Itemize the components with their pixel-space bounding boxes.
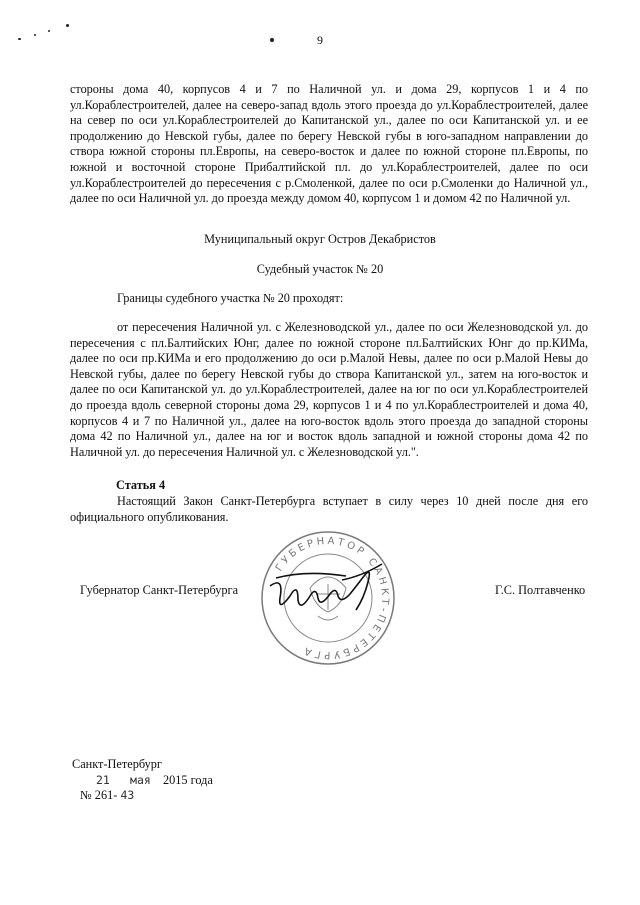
number-value: 43 <box>120 788 135 802</box>
official-seal-stamp <box>258 528 398 668</box>
footer-number <box>80 788 134 803</box>
section-title: Судебный участок № 20 <box>256 262 384 276</box>
date-year: 2015 года <box>162 773 213 787</box>
district-title: Муниципальный округ Остров Декабристов <box>204 232 436 246</box>
boundaries-text: от пересечения Наличной ул. с Железноводской ул., далее по оси Железноводской ул. до пересечения с пл.Балтийских Юнг, далее по южной стороне пл.Балтийских Юнг до пр.КИМа, далее по оси пр.КИМа и его продолжению до оси р.Малой Невы, далее по оси р.Малой Невы до Невской губы, далее по берегу Невской губы до створа Капитанской ул., затем на юго-восток и далее по оси Капитанской ул. до ул.Кораблестроителей, далее на юг по оси ул.Кораблестроителей до проезда вдоль северной стороны дома 29, корпусов 1 и 4 по ул.Кораблестроителей и дома 40, корпусов 4 и 7 по Наличной ул., далее на юго-восток вдоль этого проезда до западной стороны дома 42 по Наличной ул., далее на юг и восток вдоль западной и южной стороны дома 42 по Наличной ул. до пересечения Наличной ул. с Железноводской ул.". <box>70 320 588 459</box>
seal-text: ГУБЕРНАТОР САНКТ-ПЕТЕРБУРГА <box>273 535 391 661</box>
article-text: Настоящий Закон Санкт-Петербурга вступает в силу через 10 дней после дня его официального опубликования. <box>70 494 588 524</box>
footer-date <box>96 773 213 788</box>
signatory-name: Г.С. Полтавченко <box>495 583 586 597</box>
date-day: 21 <box>96 773 110 787</box>
date-month: мая <box>130 773 151 787</box>
number-prefix: № 261- <box>80 788 118 802</box>
boundaries-intro: Границы судебного участка № 20 проходят: <box>117 291 344 305</box>
page-number: 9 <box>317 33 323 47</box>
signatory-title: Губернатор Санкт-Петербурга <box>80 583 239 597</box>
article-heading: Статья 4 <box>116 478 166 492</box>
footer-city: Санкт-Петербург <box>72 757 162 771</box>
handwritten-signature <box>270 564 382 610</box>
paragraph-continuation: стороны дома 40, корпусов 4 и 7 по Наличной ул. и дома 29, корпусов 1 и 4 по ул.Кораблестроителей, далее на северо-запад вдоль этого проезда до ул.Кораблестроителей, далее на север по оси ул.Кораблестроителей до Капитанской ул., далее по оси Капитанской ул. и ее продолжению до Невской губы, далее по берегу Невской губы в юго-западном направлении до створа южной стороны пл.Европы, на северо-восток и далее по южной стороне пл.Европы, по южной и восточной стороне Прибалтийской пл. до ул.Кораблестроителей, далее по оси ул.Кораблестроителей до пересечения с р.Смоленкой, далее по оси р.Смоленки до Наличной ул., далее по оси Наличной ул. до проезда между домом 40, корпусом 1 и домом 42 по Наличной ул. <box>70 82 588 206</box>
